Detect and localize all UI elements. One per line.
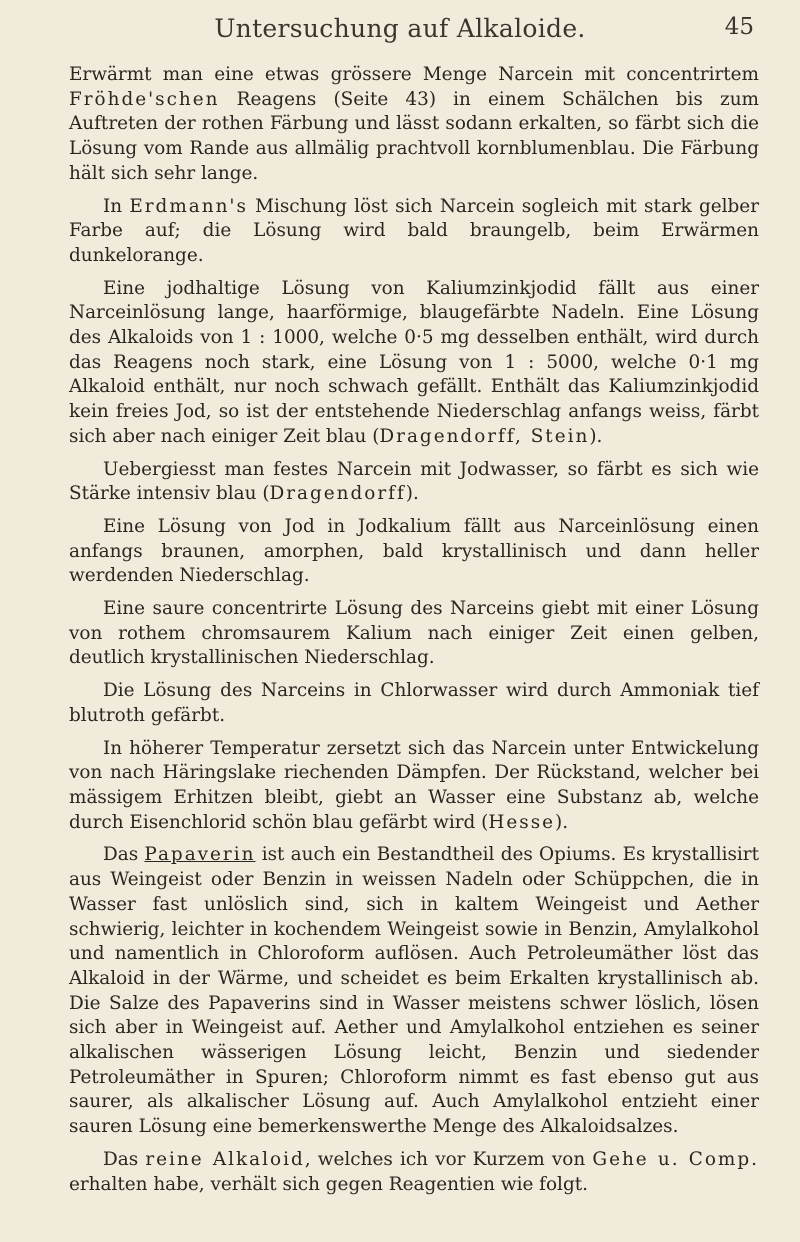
person-name: Dragendorff xyxy=(269,483,406,505)
paragraph: Eine saure concentrirte Lösung des Narceins giebt mit einer Lösung von rothem chromsaurem Kalium nach einiger Zeit einen gelben, deutlich krystallinischen Niederschlag. xyxy=(69,598,759,669)
person-name: Fröhde'schen xyxy=(69,88,220,110)
emphasis: reine Alkaloid xyxy=(145,1148,305,1170)
paragraph: In höherer Temperatur zersetzt sich das Narcein unter Entwickelung von nach Häringslake riechenden Dämpfen. Der Rückstand, welcher bei mässigem Erhitzen bleibt, giebt an Wasser eine Substanz ab, welche durch Eisenchlorid schön blau gefärbt wird (Hesse). xyxy=(69,737,759,833)
person-name: Erdmann's xyxy=(129,195,248,217)
person-name: Hesse xyxy=(488,811,556,833)
paragraph: Die Lösung des Narceins in Chlorwasser wird durch Ammoniak tief blutroth gefärbt. xyxy=(69,680,759,726)
page-body xyxy=(69,63,759,1205)
paragraph: In Erdmann's Mischung löst sich Narcein sogleich mit stark gelber Farbe auf; die Lösung wird bald braungelb, beim Erwärmen dunkelorange. xyxy=(69,195,759,266)
paragraph: Das Papaverin ist auch ein Bestandtheil des Opiums. Es krystallisirt aus Weingeist oder Benzin in weissen Nadeln oder Schüppchen, die in Wasser fast unlöslich sind, sich in kaltem Weingeist und Aether schwierig, leichter in kochendem Weingeist sowie in Benzin, Amylalkohol und namentlich in Chloroform auflösen. Auch Petroleumäther löst das Alkaloid in der Wärme, und scheidet es beim Erkalten krystallinisch ab. Die Salze des Papaverins sind in Wasser meistens schwer löslich, lösen sich aber in Weingeist auf. Aether und Amylalkohol entziehen es seiner alkalischen wässerigen Lösung leicht, Benzin und siedender Petroleumäther in Spuren; Chloroform nimmt es fast ebenso gut aus saurer, als alkalischer Lösung auf. Auch Amylalkohol entzieht einer sauren Lösung eine bemerkenswerthe Menge des Alkaloidsalzes. xyxy=(69,844,759,1138)
alkaloid-name: Papaverin xyxy=(144,844,256,866)
paragraph: Das reine Alkaloid, welches ich vor Kurzem von Gehe u. Comp. erhalten habe, verhält sich gegen Reagentien wie folgt. xyxy=(69,1148,759,1195)
paragraph: Uebergiesst man festes Narcein mit Jodwasser, so färbt es sich wie Stärke intensiv blau (Dragendorff). xyxy=(69,458,759,505)
running-header: Untersuchung auf Alkaloide. xyxy=(214,14,586,43)
paragraph: Erwärmt man eine etwas grössere Menge Narcein mit concentrirtem Fröhde'schen Reagens (Seite 43) in einem Schälchen bis zum Auftreten der rothen Färbung und lässt sodann erkalten, so färbt sich die Lösung vom Rande aus allmälig prachtvoll kornblumenblau. Die Färbung hält sich sehr lange. xyxy=(69,64,759,184)
paragraph: Eine jodhaltige Lösung von Kaliumzinkjodid fällt aus einer Narceinlösung lange, haarförmige, blaugefärbte Nadeln. Eine Lösung des Alkaloids von 1 : 1000, welche 0·5 mg desselben enthält, wird durch das Reagens noch stark, eine Lösung von 1 : 5000, welche 0·1 mg Alkaloid enthält, nur noch schwach gefällt. Enthält das Kaliumzinkjodid kein freies Jod, so ist der entstehende Niederschlag anfangs weiss, färbt sich aber nach einiger Zeit blau (Dragendorff, Stein). xyxy=(69,277,759,447)
company-name: Gehe u. Comp. xyxy=(592,1148,759,1170)
paragraph: Eine Lösung von Jod in Jodkalium fällt aus Narceinlösung einen anfangs braunen, amorphen, bald krystallinisch und dann heller werdenden Niederschlag. xyxy=(69,515,759,587)
page-number: 45 xyxy=(724,14,754,40)
person-name: Dragendorff, Stein xyxy=(379,425,590,447)
